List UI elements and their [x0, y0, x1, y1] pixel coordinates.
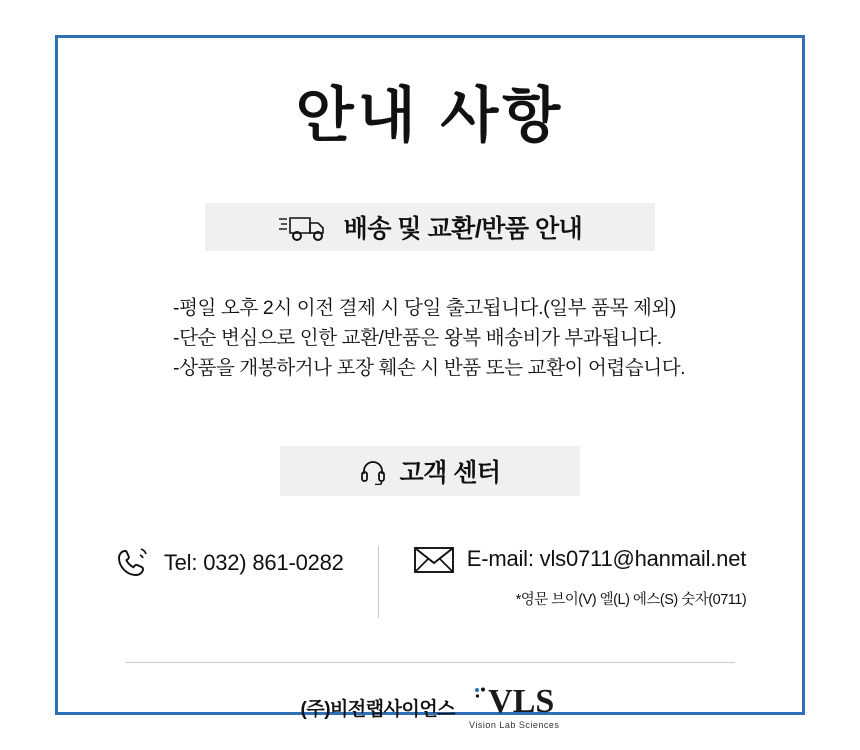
page-title: 안내 사항 — [295, 82, 565, 149]
logo-subtitle: Vision Lab Sciences — [469, 719, 560, 730]
email-note: *영문 브이(V) 엘(L) 에스(S) 숫자(0711) — [515, 591, 747, 608]
list-item: -상품을 개봉하거나 포장 훼손 시 반품 또는 교환이 어렵습니다. — [173, 357, 686, 380]
customer-center-label: 고객 센터 — [399, 458, 501, 487]
contact-tel — [114, 544, 378, 582]
company-name: (주)비전랩사이언스 — [300, 698, 456, 720]
customer-center-banner — [280, 446, 580, 496]
footer — [58, 682, 802, 730]
shipping-section-label: 배송 및 교환/반품 안내 — [343, 215, 583, 243]
vls-logo — [469, 682, 560, 730]
logo-mark — [474, 682, 555, 720]
contact-row — [58, 544, 802, 618]
tel-text: Tel: 032) 861-0282 — [163, 549, 344, 575]
contact-email — [413, 544, 746, 574]
envelope-icon — [413, 544, 455, 574]
email-text: E-mail: vls0711@hanmail.net — [466, 545, 747, 571]
footer-divider — [125, 662, 735, 663]
headset-icon — [359, 457, 387, 485]
contact-email-block — [379, 544, 746, 609]
shipping-notice-list — [173, 293, 802, 384]
phone-icon — [114, 544, 152, 582]
shipping-section-banner — [205, 203, 655, 251]
list-item: -단순 변심으로 인한 교환/반품은 왕복 배송비가 부과됩니다. — [173, 327, 662, 350]
logo-text: VLS — [488, 682, 555, 720]
notice-card — [55, 35, 805, 730]
list-item: -평일 오후 2시 이전 결제 시 당일 출고됩니다.(일부 품목 제외) — [173, 297, 676, 319]
delivery-truck-icon — [278, 210, 332, 244]
logo-dots-icon — [474, 687, 486, 699]
